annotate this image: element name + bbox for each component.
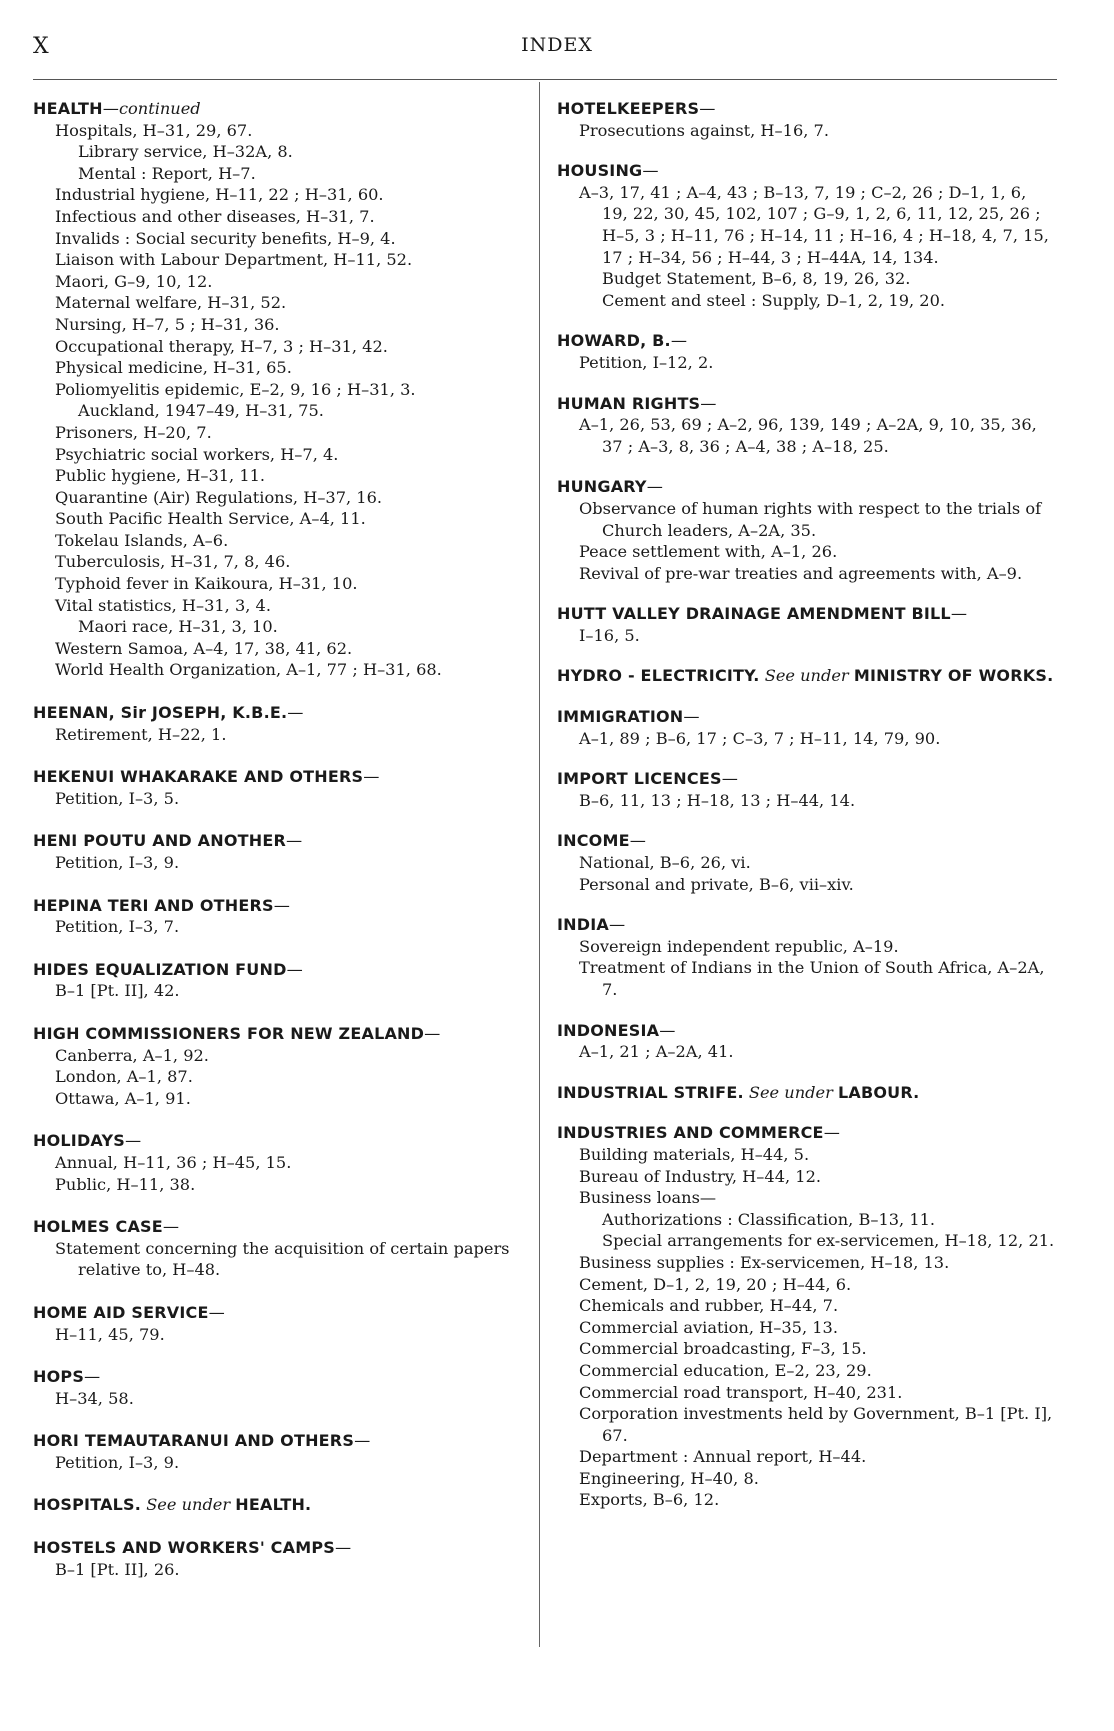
heading-text: HOLIDAYS [33,1131,125,1151]
index-entry [557,1020,1057,1063]
index-subentry: Cement and steel : Supply, D–1, 2, 19, 20. [602,290,946,310]
heading-text: INDUSTRIAL STRIFE. [557,1082,744,1102]
index-subentry: Physical medicine, H–31, 65. [55,358,292,378]
heading-suffix: continued [118,99,201,118]
heading-dash: — [84,1367,101,1387]
index-subentry: Prosecutions against, H–16, 7. [579,120,829,140]
heading-dash: — [208,1302,225,1322]
index-subentry: Auckland, 1947–49, H–31, 75. [78,401,324,421]
heading-text: HOSPITALS. [33,1495,142,1515]
index-entry [557,1082,1057,1104]
index-subentry: Petition, I–3, 5. [55,788,180,808]
index-entry [33,98,528,681]
index-subentry: Poliomyelitis epidemic, E–2, 9, 16 ; H–31, 3. [55,379,416,399]
heading-dash: — [287,703,304,723]
heading-dash: — [642,161,659,181]
heading-dash: — [823,1123,840,1143]
heading-text: HUNGARY [557,477,647,497]
entry-heading [33,830,528,852]
index-subentry: Statement concerning the acquisition of certain papers relative to, H–48. [55,1238,510,1280]
index-subentry: Petition, I–3, 7. [55,917,180,937]
index-entry [557,330,1057,373]
index-subentry: Commercial education, E–2, 23, 29. [579,1360,872,1380]
index-subentry: Ottawa, A–1, 91. [55,1088,191,1108]
heading-text: HOUSING [557,161,643,181]
index-entry [557,98,1057,141]
index-subentry: Nursing, H–7, 5 ; H–31, 36. [55,314,280,334]
index-subentry: Psychiatric social workers, H–7, 4. [55,444,339,464]
see-under-text: See under [146,1495,231,1515]
index-subentry: Petition, I–3, 9. [55,853,180,872]
index-subentry: Maori, G–9, 10, 12. [55,271,213,291]
index-subentry: I–16, 5. [579,625,640,645]
heading-text: INDIA [557,915,609,935]
entry-heading [557,393,1057,415]
heading-text: IMMIGRATION [557,707,684,727]
page-title: INDEX [521,34,593,56]
index-subentry: National, B–6, 26, vi. [579,853,751,873]
index-entry [557,830,1057,895]
index-entry [557,665,1057,687]
index-entry [33,766,528,809]
heading-dash: — [629,831,646,851]
index-subentry: Prisoners, H–20, 7. [55,422,212,442]
heading-text: HIDES EQUALIZATION FUND [33,959,287,979]
header-rule [33,79,1057,80]
heading-dash: — [683,707,700,727]
index-subentry: H–34, 58. [55,1388,134,1408]
index-subentry: Canberra, A–1, 92. [55,1045,209,1065]
heading-text: HORI TEMAUTARANUI AND OTHERS [33,1431,355,1451]
index-entry [33,1023,528,1109]
index-subentry: Quarantine (Air) Regulations, H–37, 16. [55,487,383,507]
see-under-text: See under [748,1082,833,1102]
index-subentry: Bureau of Industry, H–44, 12. [579,1166,822,1186]
entry-heading [33,1430,528,1452]
heading-dash: — [699,99,716,118]
heading-dash: — [659,1020,676,1040]
index-subentry: Revival of pre-war treaties and agreements with, A–9. [579,563,1023,583]
index-subentry: Annual, H–11, 36 ; H–45, 15. [55,1152,292,1172]
heading-text: HEENAN, Sir JOSEPH, K.B.E. [33,703,288,723]
entry-heading [557,665,1057,687]
entry-heading [33,1023,528,1045]
index-subentry: Authorizations : Classification, B–13, 11. [602,1209,936,1229]
heading-text: HUTT VALLEY DRAINAGE AMENDMENT BILL [557,604,951,624]
index-subentry: Special arrangements for ex-servicemen, H–18, 12, 21. [602,1231,1055,1251]
entry-heading [33,1216,528,1238]
entry-heading [557,914,1057,936]
entry-heading [557,160,1057,182]
heading-dash: — [286,959,303,979]
index-subentry: Exports, B–6, 12. [579,1490,720,1510]
heading-text: HUMAN RIGHTS [557,393,701,413]
index-subentry: B–6, 11, 13 ; H–18, 13 ; H–44, 14. [579,790,856,810]
index-subentry: South Pacific Health Service, A–4, 11. [55,509,366,529]
index-subentry: London, A–1, 87. [55,1067,193,1087]
heading-dash: — [334,1538,352,1558]
index-subentry: Invalids : Social security benefits, H–9, 4. [55,228,396,248]
index-subentry: Library service, H–32A, 8. [78,142,293,162]
entry-heading [557,603,1057,625]
index-entry [33,830,528,873]
index-subentry: H–11, 45, 79. [55,1324,165,1344]
cross-reference: MINISTRY OF WORKS. [853,666,1054,686]
index-subentry: Mental : Report, H–7. [78,163,256,183]
index-subentry: Typhoid fever in Kaikoura, H–31, 10. [55,574,358,594]
index-subentry: Engineering, H–40, 8. [579,1468,759,1488]
heading-dash: — [286,831,303,851]
index-subentry: Cement, D–1, 2, 19, 20 ; H–44, 6. [579,1274,852,1294]
index-subentry: Western Samoa, A–4, 17, 38, 41, 62. [55,638,353,658]
entry-heading [557,1122,1057,1144]
index-subentry: Industrial hygiene, H–11, 22 ; H–31, 60. [55,185,384,205]
entry-heading [33,1537,528,1559]
index-subentry: Chemicals and rubber, H–44, 7. [579,1296,839,1316]
index-entry [557,706,1057,749]
index-subentry: Budget Statement, B–6, 8, 19, 26, 32. [602,269,911,289]
index-subentry: Public hygiene, H–31, 11. [55,466,266,486]
index-subentry: Public, H–11, 38. [55,1174,196,1194]
index-subentry: A–1, 89 ; B–6, 17 ; C–3, 7 ; H–11, 14, 79, 90. [579,728,941,748]
index-entry [33,895,528,938]
index-subentry: Department : Annual report, H–44. [579,1447,867,1467]
index-entry [33,1430,528,1473]
heading-text: IMPORT LICENCES [557,769,722,789]
index-subentry: A–3, 17, 41 ; A–4, 43 ; B–13, 7, 19 ; C–2, 26 ; D–1, 1, 6, 19, 22, 30, 45, 102, 107 ; G–9, 1, 2, 6, 11, 12, 25, 26 ; H–5, 3 ; H–11, 76 ; H–14, 11 ; H–16, 4 ; H–18, 4, 7, 15, 17 ; H–34, 56 ; H–44, 3 ; H–44A, 14, 134. [579,182,1049,267]
entry-heading [33,1366,528,1388]
index-subentry: Commercial aviation, H–35, 13. [579,1317,838,1337]
heading-dash: — [670,331,688,351]
index-subentry: Business supplies : Ex-servicemen, H–18, 13. [579,1252,950,1272]
heading-text: HOLMES CASE [33,1217,163,1237]
entry-heading [33,98,528,120]
heading-text: HEALTH [33,99,103,118]
heading-dash: — [608,915,626,935]
index-subentry: Corporation investments held by Government, B–1 [Pt. I], 67. [579,1404,1053,1445]
heading-dash: — [721,769,738,789]
right-column [557,98,1057,1530]
index-subentry: Sovereign independent republic, A–19. [579,936,899,956]
index-entry [33,959,528,1002]
index-subentry: Tokelau Islands, A–6. [55,530,229,550]
heading-text: HOME AID SERVICE [33,1302,209,1322]
index-entry [557,603,1057,646]
index-subentry: Retirement, H–22, 1. [55,724,227,744]
heading-text: HYDRO - ELECTRICITY. [557,666,760,686]
entry-heading [33,766,528,788]
heading-text: INDONESIA [557,1020,660,1040]
index-subentry: Petition, I–12, 2. [579,352,714,372]
index-subentry: Personal and private, B–6, vii–xiv. [579,874,854,894]
left-column [33,98,528,1601]
index-entry [33,1130,528,1195]
index-subentry: Commercial road transport, H–40, 231. [579,1382,903,1402]
entry-heading [33,1494,528,1516]
heading-text: INCOME [557,831,630,851]
index-subentry: Maternal welfare, H–31, 52. [55,293,287,313]
heading-dash: — [354,1431,371,1451]
index-subentry: Hospitals, H–31, 29, 67. [55,120,253,140]
index-entry [557,160,1057,311]
entry-heading [557,330,1057,352]
entry-heading [557,476,1057,498]
heading-dash: — [950,604,968,624]
heading-dash: — [102,99,119,118]
entry-heading [557,1020,1057,1042]
heading-text: HOPS [33,1367,85,1387]
heading-dash: — [273,895,290,915]
index-subentry: Treatment of Indians in the Union of South Africa, A–2A, 7. [579,958,1045,999]
index-subentry: Observance of human rights with respect to the trials of Church leaders, A–2A, 35. [579,498,1042,540]
index-entry [33,1216,528,1281]
entry-heading [33,1302,528,1324]
entry-heading [557,1082,1057,1104]
entry-heading [33,1130,528,1152]
entry-heading [33,895,528,917]
index-subentry: A–1, 26, 53, 69 ; A–2, 96, 139, 149 ; A–2A, 9, 10, 35, 36, 37 ; A–3, 8, 36 ; A–4, 38 ; A–18, 25. [579,415,1037,456]
heading-dash: — [424,1023,441,1043]
entry-heading [557,830,1057,852]
index-subentry: B–1 [Pt. II], 42. [55,981,180,1001]
index-entry [33,1537,528,1580]
index-subentry: Commercial broadcasting, F–3, 15. [579,1339,867,1359]
index-entry [557,1122,1057,1511]
heading-text: HOSTELS AND WORKERS' CAMPS [33,1538,335,1558]
heading-text: INDUSTRIES AND COMMERCE [557,1123,824,1143]
entry-heading [33,702,528,724]
heading-text: HEKENUI WHAKARAKE AND OTHERS [33,767,364,787]
index-subentry: A–1, 21 ; A–2A, 41. [579,1042,734,1062]
index-subentry: Maori race, H–31, 3, 10. [78,617,278,637]
index-subentry: Tuberculosis, H–31, 7, 8, 46. [55,552,291,572]
index-subentry: Building materials, H–44, 5. [579,1144,810,1164]
heading-dash: — [124,1131,142,1151]
index-entry [33,1494,528,1516]
index-subentry: Peace settlement with, A–1, 26. [579,542,838,562]
heading-dash: — [646,477,663,497]
heading-text: HOTELKEEPERS [557,99,700,118]
heading-text: HOWARD, B. [557,331,671,351]
entry-heading [557,706,1057,728]
cross-reference: HEALTH. [235,1495,312,1515]
index-subentry: Occupational therapy, H–7, 3 ; H–31, 42. [55,336,388,356]
index-entry [557,768,1057,811]
heading-dash: — [700,393,717,413]
index-subentry: Infectious and other diseases, H–31, 7. [55,206,375,226]
entry-heading [33,959,528,981]
index-entry [33,1366,528,1409]
index-subentry: B–1 [Pt. II], 26. [55,1559,180,1579]
entry-heading [557,768,1057,790]
cross-reference: LABOUR. [837,1082,920,1102]
index-entry [33,1302,528,1345]
index-subentry: Liaison with Labour Department, H–11, 52. [55,250,413,270]
index-entry [557,914,1057,1000]
see-under-text: See under [764,666,849,686]
heading-dash: — [363,767,380,787]
heading-text: HIGH COMMISSIONERS FOR NEW ZEALAND [33,1023,425,1043]
heading-text: HENI POUTU AND ANOTHER [33,831,286,851]
page-number: X [33,34,49,59]
index-entry [557,476,1057,584]
index-entry [33,702,528,745]
index-subentry: Petition, I–3, 9. [55,1452,180,1472]
heading-dash: — [162,1217,180,1237]
entry-heading [557,98,1057,120]
index-subentry: Business loans— [579,1188,717,1208]
index-subentry: Vital statistics, H–31, 3, 4. [55,595,271,615]
index-subentry: World Health Organization, A–1, 77 ; H–31, 68. [55,660,442,680]
index-entry [557,393,1057,458]
heading-text: HEPINA TERI AND OTHERS [33,895,274,915]
column-divider [539,82,540,1647]
